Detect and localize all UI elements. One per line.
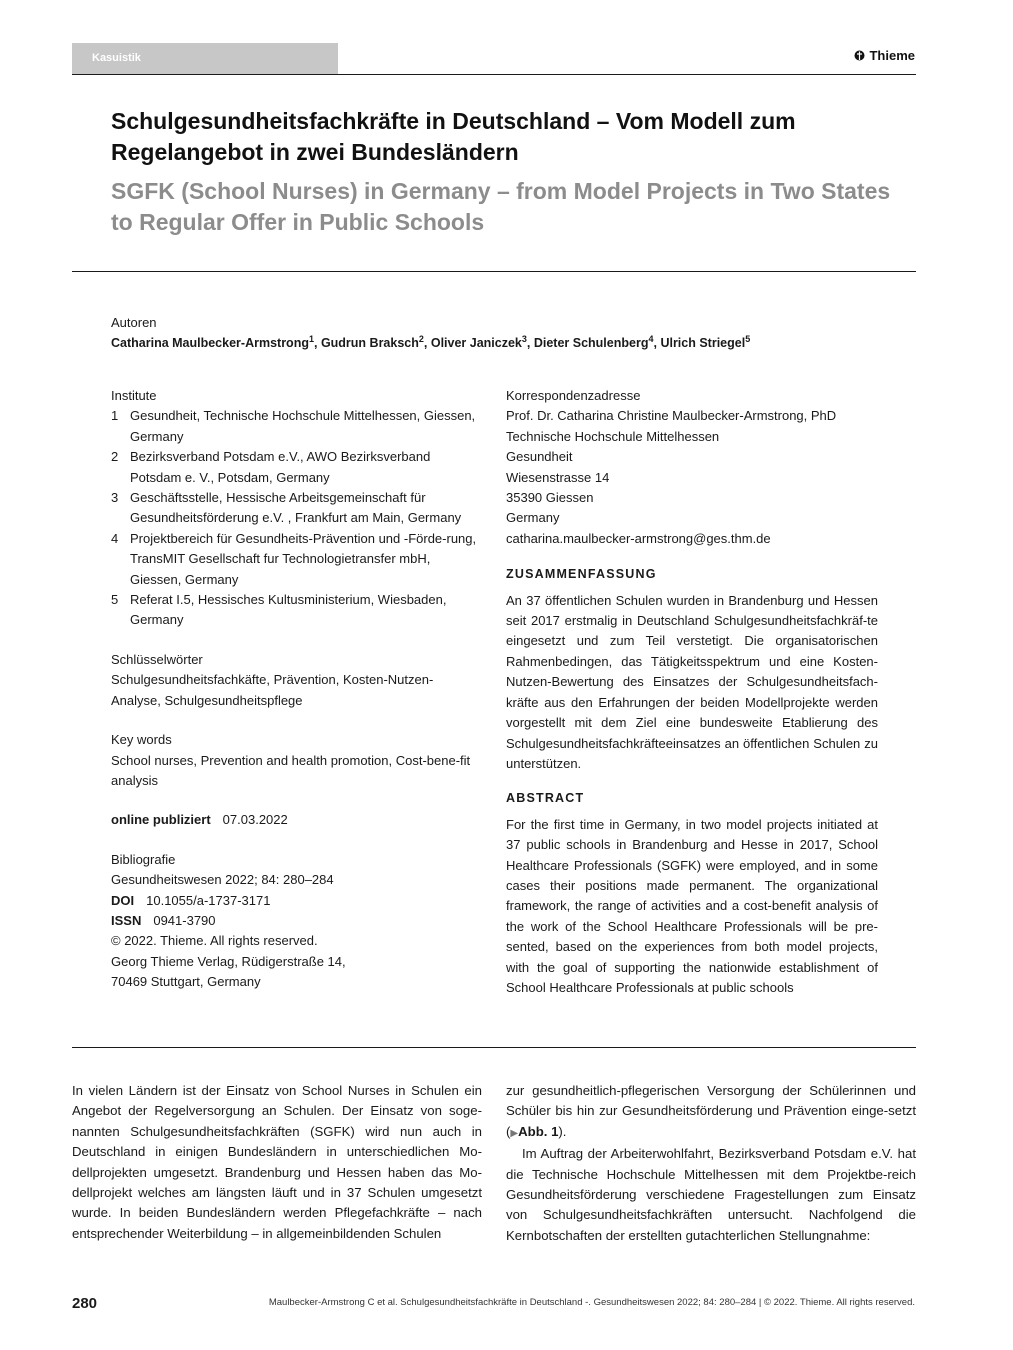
author: Dieter Schulenberg$^4$, [533, 334, 661, 351]
correspondence-line: Germany [506, 510, 560, 526]
figure-reference[interactable]: Abb. 1 [518, 1123, 559, 1139]
body-paragraph: zur gesundheitlich-pflegerischen Versorgung der Schülerinnen und Schüler bis hin zur Gesundheitsförderung und Prävention einge-setzt (▶Abb. 1). [506, 1083, 916, 1139]
publisher-logo [854, 48, 915, 63]
correspondence-email[interactable]: catharina.maulbecker-armstrong@ges.thm.de [506, 530, 771, 546]
copyright: © 2022. Thieme. All rights reserved. [111, 933, 318, 949]
correspondence-abstract-column [506, 386, 878, 998]
journal-citation: Gesundheitswesen 2022; 84: 280–284 [111, 872, 334, 888]
body-column-right [506, 1081, 916, 1246]
correspondence-line: Technische Hochschule Mittelhessen [506, 428, 720, 444]
keywords-de-label: Schlüsselwörter [111, 651, 203, 667]
title-rule [72, 271, 916, 272]
zusammenfassung-heading: ZUSAMMENFASSUNG [506, 567, 657, 582]
institute-item: 3 Geschäftsstelle, Hessische Arbeitsgemeinschaft für Gesundheitsförderung e.V. , Frankfurt am Main, Germany [111, 490, 462, 526]
issn: ISSN 0941-3790 [111, 912, 216, 928]
keywords-de: Schulgesundheitsfachkäfte, Prävention, Kosten-Nutzen-Analyse, Schulgesundheitspflege [111, 672, 434, 708]
page-number: 280 [72, 1295, 98, 1312]
correspondence-line: 35390 Giessen [506, 490, 594, 506]
publisher-city: 70469 Stuttgart, Germany [111, 974, 261, 990]
body-column-left [72, 1081, 482, 1244]
body-paragraph: In vielen Ländern ist der Einsatz von School Nurses in Schulen ein Angebot der Regelversorgung an Schulen. Der Einsatz von soge-nannten Schulgesundheitsfachkräften (SGFK) wird nun auch in Deutschland in einigen Bundesländern in unterschiedlichen Mo-dellprojekten umgesetzt. Brandenburg und Hessen haben das Mo-dellprojekt welches am längsten läuft und in 37 Schulen umgesetzt wurde. In beiden Bundesländern werden Pflegefachkräfte – nach entsprechender Weiterbildung – in allgemeinbildenden Schulen [72, 1083, 482, 1241]
author: Catharina Maulbecker-Armstrong$^1$, [111, 334, 321, 351]
institutes-label: Institute [111, 388, 157, 403]
online-published: online publiziert 07.03.2022 [111, 812, 288, 828]
authors-label: Autoren [111, 315, 157, 330]
footer-citation: Maulbecker-Armstrong C et al. Schulgesundheitsfachkräfte in Deutschland -. Gesundheitswesen 2022; 84: 280–284 | © 2022. Thieme. All rights reserved. [268, 1297, 915, 1308]
institute-item: 1 Gesundheit, Technische Hochschule Mittelhessen, Giessen, Germany [111, 408, 476, 444]
doi: DOI 10.1055/a-1737-3171 [111, 892, 271, 908]
correspondence-line: Wiesenstrasse 14 [506, 469, 610, 485]
title-english: SGFK (School Nurses) in Germany – from Model Projects in Two States to Regular Offer in Public Schools [111, 178, 891, 235]
institute-item: 2 Bezirksverband Potsdam e.V., AWO Bezirksverband Potsdam e. V., Potsdam, Germany [111, 449, 431, 485]
bibliography-label: Bibliografie [111, 851, 176, 867]
abstract-heading: ABSTRACT [506, 791, 585, 806]
abstract-rule [72, 1047, 916, 1048]
keywords-en-label: Key words [111, 732, 172, 748]
body-paragraph: Im Auftrag der Arbeiterwohlfahrt, Bezirksverband Potsdam e.V. hat die Technische Hochschule Mittelhessen mit dem Projektbe-reich Gesundheitsförderung verschiedene Fragestellungen zum Einsatz von Schulgesundheitsfachkräften untersucht. Nachfolgend die Kernbotschaften der erstellten gutachterlichen Stellungnahme: [506, 1146, 916, 1243]
institute-item: 4 Projektbereich für Gesundheits-Prävention und -Förde-rung, TransMIT Gesellschaft fur Technologietransfer mbH, Giessen, Germany [111, 530, 477, 587]
institutes-list [111, 406, 483, 630]
title-german: Schulgesundheitsfachkräfte in Deutschland – Vom Modell zum Regelangebot in zwei Bundesländern [111, 108, 796, 165]
header-rule [72, 74, 916, 75]
figure-ref-arrow-icon: ▶ [510, 1127, 519, 1139]
zusammenfassung-text: An 37 öffentlichen Schulen wurden in Brandenburg und Hessen seit 2017 erstmalig in Deutschland Schulgesundheitsfachkräf-te eingesetzt und zum Teil verstetigt. Die organisatorischen Rahmenbedingen, das Tätigkeitsspektrum und eine Kosten-Nutzen-Bewertung des Einsatzes der Schulgesundheitsfach-kräfte aus den Erfahrungen der beiden Modellprojekte werden vorgestellt mit dem Ziel eine bundesweite Etablierung des Schulgesundheitsfachkräfteeinsatzes an öffentlichen Schulen zu unterstützen. [506, 592, 878, 771]
abstract-text: For the first time in Germany, in two model projects initiated at 37 public schools in Brandenburg and Hesse in 2017, School Healthcare Professionals (SGFK) were employed, and in some cases their positions made permanent. The organizational framework, the range of activities and a cost-benefit analysis of the work of the School Healthcare Professionals will be pre-sented, based on the experiences from both model projects, with the goal of supporting the nationwide establishment of School Healthcare Professionals at public schools [506, 816, 878, 995]
brand-name: Thieme [869, 48, 915, 63]
author: Gudrun Braksch$^2$, [320, 334, 431, 351]
correspondence-label: Korrespondenzadresse [506, 388, 641, 403]
correspondence-line: Gesundheit [506, 449, 573, 465]
section-tab: Kasuistik [72, 43, 338, 74]
thieme-logo-icon [854, 49, 865, 62]
author: Oliver Janiczek$^3$, [430, 334, 534, 351]
keywords-en: School nurses, Prevention and health promotion, Cost-bene-fit analysis [111, 752, 471, 788]
authors-line [111, 334, 750, 350]
author: Ulrich Striegel$^5$ [660, 334, 751, 351]
institute-item: 5 Referat I.5, Hessisches Kultusministerium, Wiesbaden, Germany [111, 592, 447, 628]
metadata-column [111, 386, 483, 993]
publisher-address: Georg Thieme Verlag, Rüdigerstraße 14, [111, 953, 346, 969]
correspondence-line: Prof. Dr. Catharina Christine Maulbecker-Armstrong, PhD [506, 408, 837, 424]
